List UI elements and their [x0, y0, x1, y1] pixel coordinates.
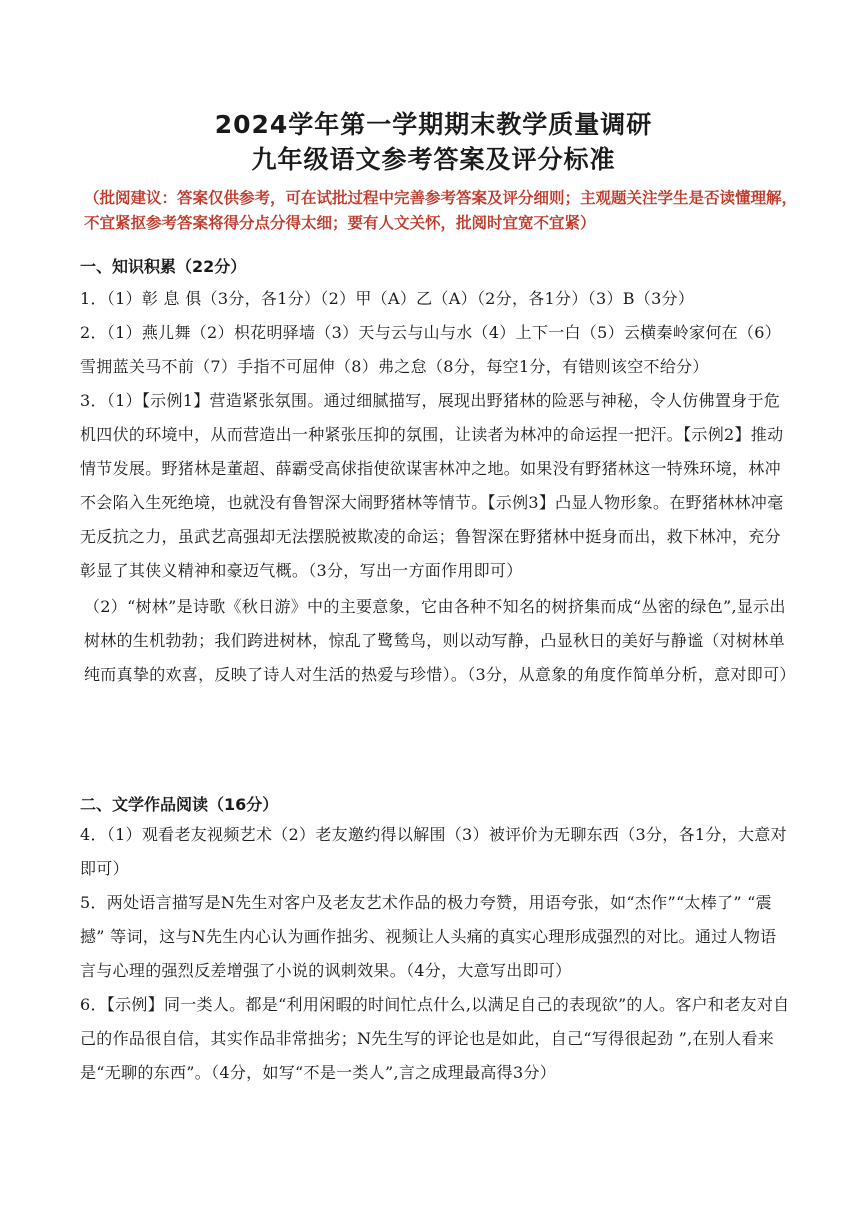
- section-heading-literature: 二、文学作品阅读（16分）: [80, 795, 279, 814]
- answer-item-3-2: （2）“树林”是诗歌《秋日游》中的主要意象，它由各种不知名的树挤集而成“丛密的绿色”,显示出树林的生机勃勃；我们跨进树林，惊乱了鹭鸶鸟，则以动写静，凸显秋日的美好与静谧（对树林单纯而真挚的欢喜，反映了诗人对生活的热爱与珍惜）。（3分，从意象的角度作简单分析，意对即可）: [84, 597, 796, 684]
- answer-item-6: 6．【示例】同一类人。都是“利用闲暇的时间忙点什么,以满足自己的表现欲”的人。客户和老友对自己的作品很自信，其实作品非常拙劣；N先生写的评论也是如此，自己“写得很起劲 ”,在别人看来是“无聊的东西”。（4分，如写“不是一类人”,言之成理最高得3分）: [80, 995, 790, 1082]
- answer-item-4: 4．（1）观看老友视频艺术（2）老友邀约得以解围（3）被评价为无聊东西（3分，各1分，大意对即可）: [80, 825, 787, 878]
- answer-item-5: 5．两处语言描写是N先生对客户及老友艺术作品的极力夸赞，用语夸张，如“杰作”“太棒了” “震撼” 等词，这与N先生内心认为画作拙劣、视频让人头痛的真实心理形成强烈的对比。通过人物语言与心理的强烈反差增强了小说的讽刺效果。（4分，大意写出即可）: [80, 893, 777, 980]
- page-subtitle: 九年级语文参考答案及评分标准: [251, 145, 616, 174]
- answer-item-1: 1．（1）彰 息 俱（3分，各1分）（2）甲（A）乙（A）（2分，各1分）（3）B（3分）: [80, 289, 695, 308]
- grading-note: （批阅建议：答案仅供参考，可在试批过程中完善参考答案及评分细则；主观题关注学生是否读懂理解，不宜紧抠参考答案将得分点分得太细；要有人文关怀，批阅时宜宽不宜紧）: [84, 189, 798, 232]
- answer-item-2: 2．（1）燕儿舞（2）枳花明驿墙（3）天与云与山与水（4）上下一白（5）云横秦岭家何在（6）雪拥蓝关马不前（7）手指不可屈伸（8）弗之怠（8分，每空1分，有错则该空不给分）: [80, 323, 782, 376]
- answer-item-3-1: 3．（1）【示例1】营造紧张氛围。通过细腻描写，展现出野猪林的险恶与神秘，令人仿佛置身于危机四伏的环境中，从而营造出一种紧张压抑的氛围，让读者为林冲的命运捏一把汗。【示例2】推动情节发展。野猪林是董超、薛霸受高俅指使欲谋害林冲之地。如果没有野猪林这一特殊环境，林冲不会陷入生死绝境，也就没有鲁智深大闹野猪林等情节。【示例3】凸显人物形象。在野猪林林冲毫无反抗之力，虽武艺高强却无法摆脱被欺凌的命运；鲁智深在野猪林中挺身而出，救下林冲，充分彰显了其侠义精神和豪迈气概。（3分，写出一方面作用即可）: [80, 391, 784, 580]
- section-heading-knowledge: 一、知识积累（22分）: [80, 257, 247, 276]
- page-title: 2024学年第一学期期末教学质量调研: [214, 110, 653, 139]
